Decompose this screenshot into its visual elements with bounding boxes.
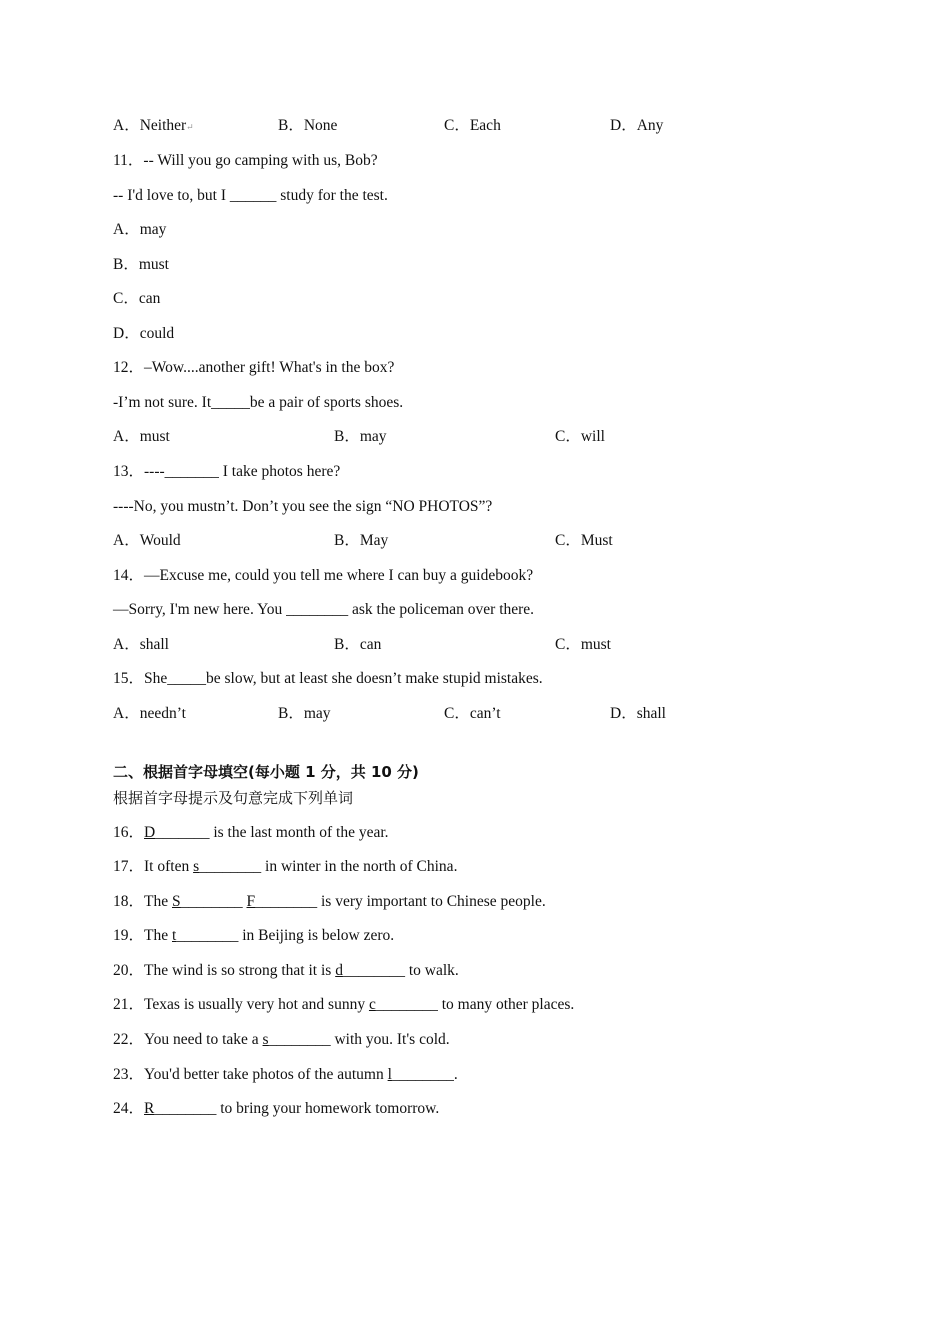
q15-question: 15．She_____be slow, but at least she doesn’t make stupid mistakes.: [113, 670, 543, 687]
q14-response: —Sorry, I'm new here. You ________ ask the policeman over there.: [113, 601, 535, 618]
fill-item-21: 21．Texas is usually very hot and sunny c________ to many other places.: [113, 996, 575, 1013]
section-title: 二、根据首字母填空(每小题 1 分，共 10 分): [113, 763, 419, 781]
fill-item-16: 16．D_______ is the last month of the year.: [113, 824, 389, 841]
fill-item-24: 24．R________ to bring your homework tomorrow.: [113, 1100, 440, 1117]
q13-option-c: C．Must: [555, 532, 613, 549]
fill-item-18: 18．The S________ F________ is very important to Chinese people.: [113, 893, 546, 910]
q15-option-d: D．shall: [610, 705, 666, 722]
q14-question: 14．—Excuse me, could you tell me where I can buy a guidebook?: [113, 567, 534, 584]
q12-option-c: C．will: [555, 428, 605, 445]
q13-response: ----No, you mustn’t. Don’t you see the sign “NO PHOTOS”?: [113, 498, 493, 515]
fill-item-20: 20．The wind is so strong that it is d________ to walk.: [113, 962, 459, 979]
fill-item-23: 23．You'd better take photos of the autumn l________.: [113, 1066, 458, 1083]
q11-option-b: B．must: [113, 256, 169, 273]
q12-option-a: A．must: [113, 428, 170, 445]
fill-item-19: 19．The t________ in Beijing is below zero.: [113, 927, 395, 944]
q12-question: 12．–Wow....another gift! What's in the box?: [113, 359, 395, 376]
q13-option-b: B．May: [334, 532, 389, 549]
q15-option-b: B．may: [278, 705, 331, 722]
q11-option-d: D．could: [113, 325, 175, 342]
q10-option-a: A．Neither↵: [113, 117, 194, 134]
q10-option-b: B．None: [278, 117, 338, 134]
q15-option-c: C．can’t: [444, 705, 501, 722]
q10-option-d: D．Any: [610, 117, 664, 134]
q14-option-a: A．shall: [113, 636, 169, 653]
q11-question: 11．-- Will you go camping with us, Bob?: [113, 152, 378, 169]
q12-response: -I’m not sure. It_____be a pair of sports shoes.: [113, 394, 404, 411]
q10-option-c: C．Each: [444, 117, 501, 134]
q13-option-a: A．Would: [113, 532, 181, 549]
q11-response: -- I'd love to, but I ______ study for the test.: [113, 187, 388, 204]
section-instruction: 根据首字母提示及句意完成下列单词: [113, 789, 354, 807]
q11-option-a: A．may: [113, 221, 167, 238]
q12-option-b: B．may: [334, 428, 387, 445]
q11-option-c: C．can: [113, 290, 161, 307]
q14-option-b: B．can: [334, 636, 382, 653]
fill-item-17: 17．It often s________ in winter in the north of China.: [113, 858, 458, 875]
q14-option-c: C．must: [555, 636, 611, 653]
q15-option-a: A．needn’t: [113, 705, 186, 722]
fill-item-22: 22．You need to take a s________ with you. It's cold.: [113, 1031, 450, 1048]
q13-question: 13．----_______ I take photos here?: [113, 463, 341, 480]
